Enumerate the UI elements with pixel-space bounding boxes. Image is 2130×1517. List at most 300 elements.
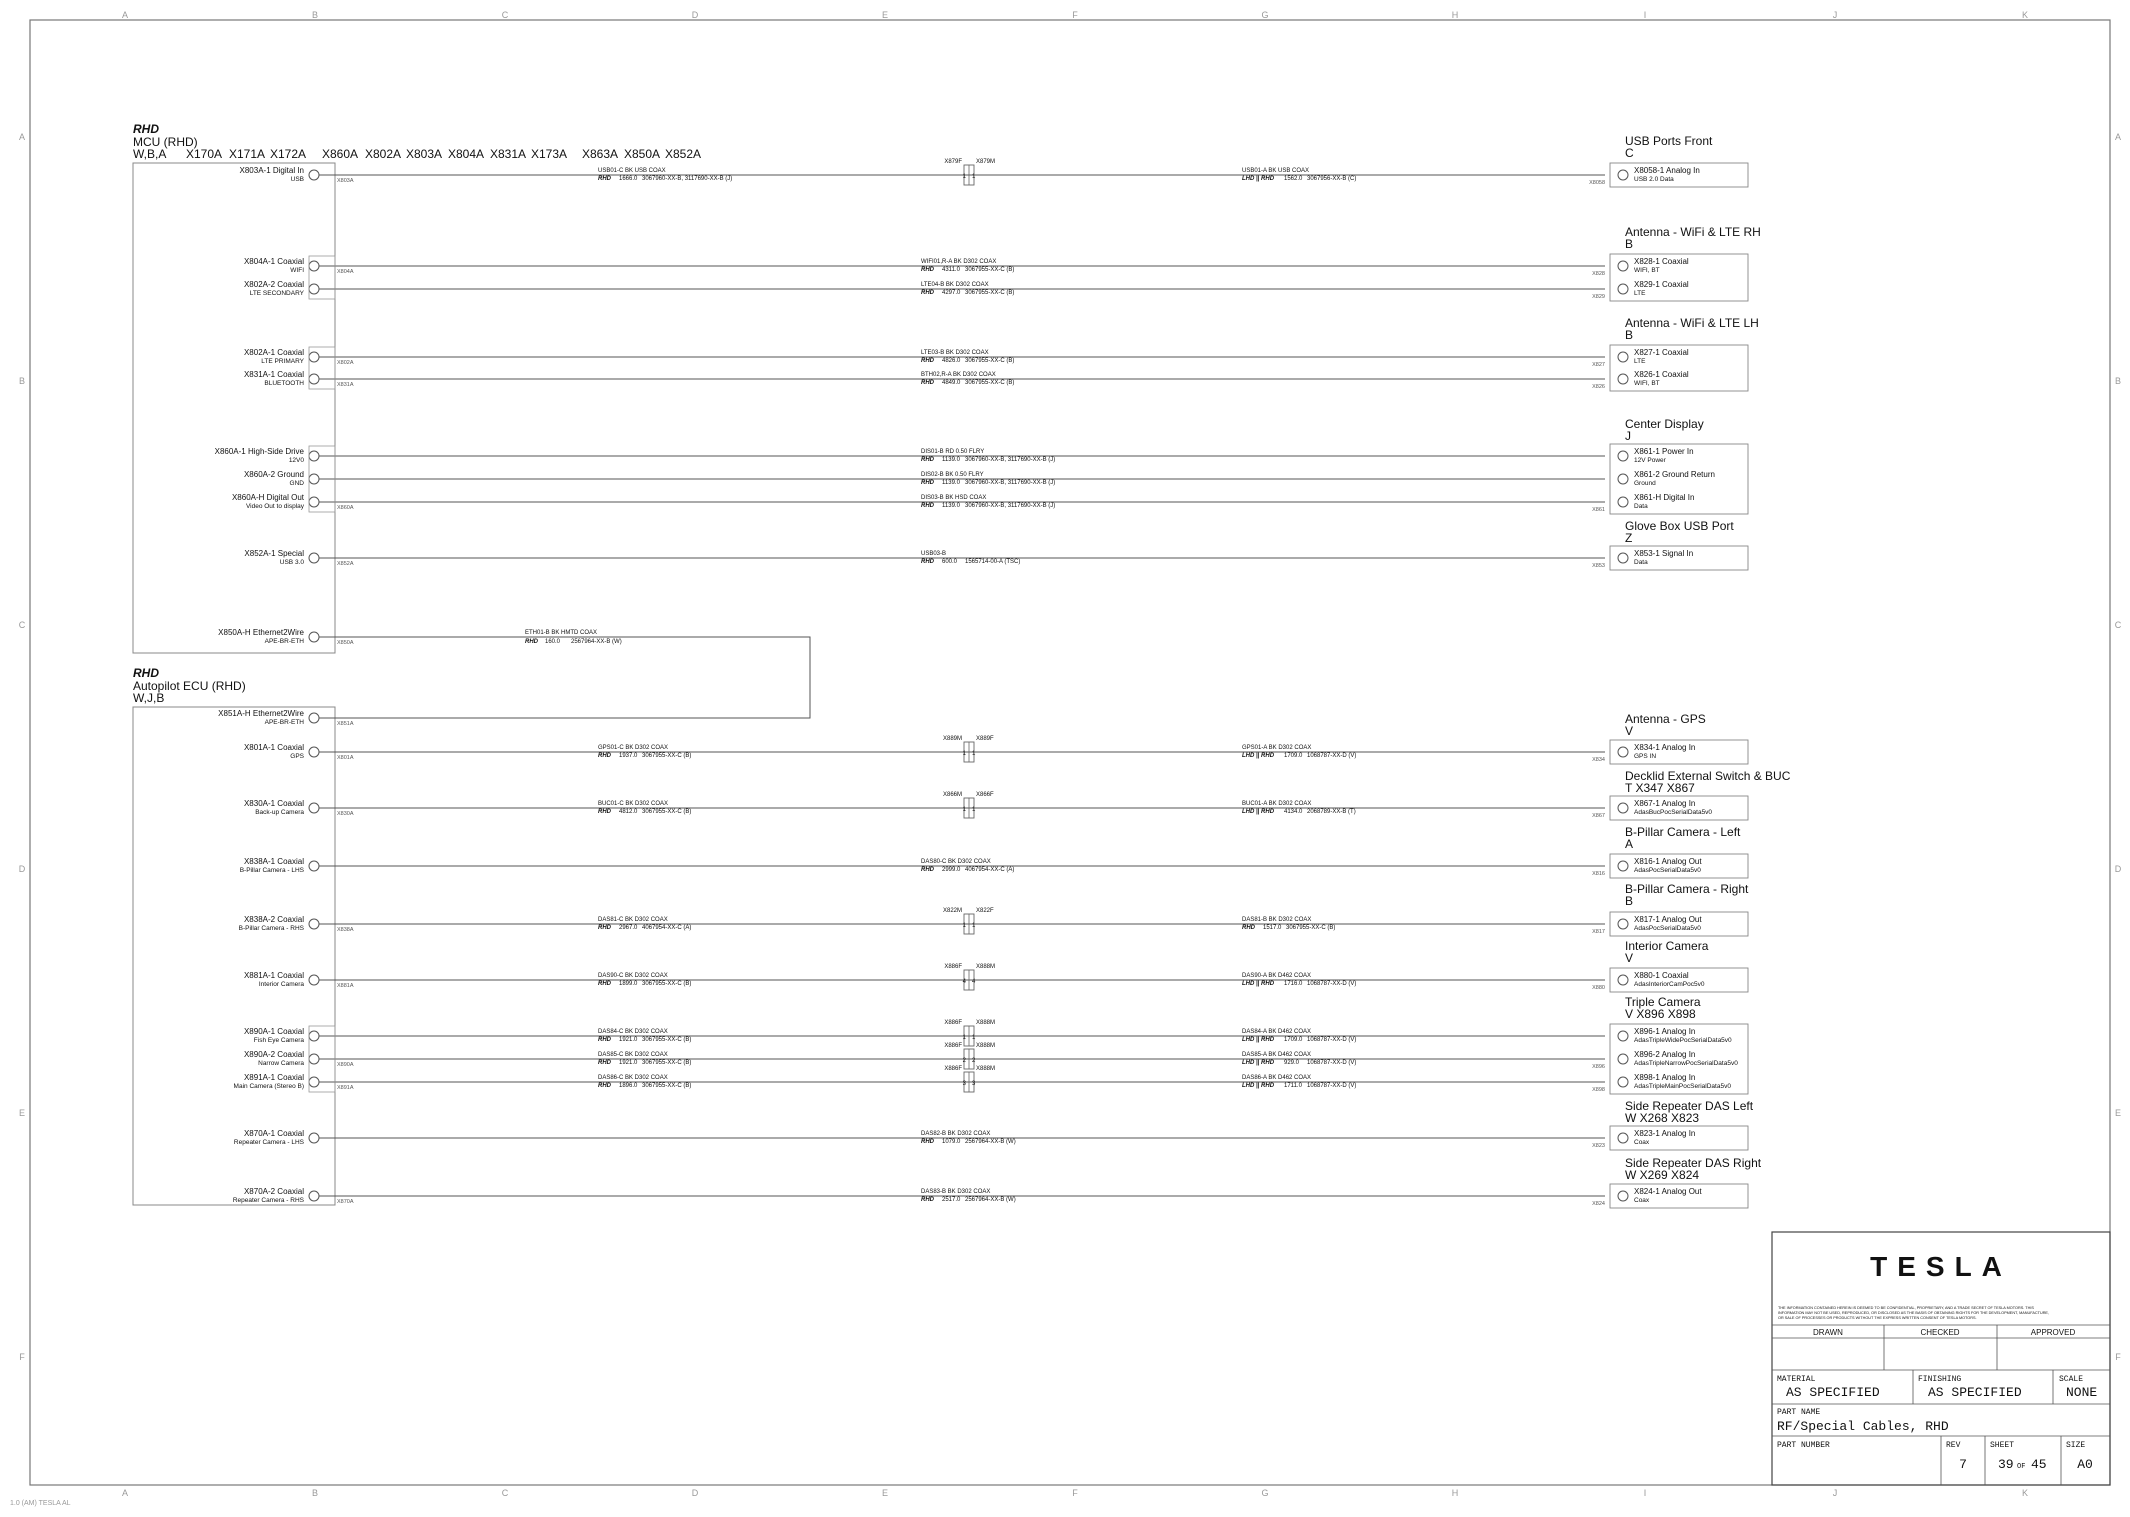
device-pin-label: X896-1 Analog In [1634,1027,1696,1036]
device-pin-function: Data [1634,503,1648,510]
device-title: Antenna - WiFi & LTE LH [1625,316,1759,330]
pin-function: GND [289,480,304,487]
device-connector-tag: X824 [1592,1201,1605,1207]
wire-segment-code: DAS82-B BK D302 COAX [921,1131,991,1137]
wire-part-number: 3067960-XX-B, 3117690-XX-B (J) [965,503,1056,509]
device-subtitle: T X347 X867 [1625,781,1695,795]
pin-label: X850A-H Ethernet2Wire [218,628,304,637]
wire-segment-code: GPS01-A BK D302 COAX [1242,745,1312,751]
device-connector-tag: X896 [1592,1064,1605,1070]
mcu-connector-label: X803A [406,147,443,161]
device-subtitle: B [1625,328,1634,342]
device-pin-function: LTE [1634,358,1646,365]
device-subtitle: V [1625,951,1634,965]
pin-connector-tag: X830A [337,811,354,817]
grid-col-label-top: G [1261,10,1269,20]
device-subtitle: W X269 X824 [1625,1168,1700,1182]
ethernet-wire-code: ETH01-B BK HMTD COAX [525,630,598,636]
pin-connector-tag: X870A [337,1199,354,1205]
rev-value: 7 [1959,1457,1967,1472]
sheet-footer: 1.0 (AM) TESLA AL [10,1500,71,1507]
pin-label: X804A-1 Coaxial [243,257,304,266]
ecu-box [133,707,335,1205]
wire-segment-code: DAS86-A BK D462 COAX [1242,1075,1312,1081]
device-connector-tag: X8058 [1589,180,1605,186]
device-title: Center Display [1625,417,1704,431]
wire-part-number: 3067955-XX-C (B) [642,1083,692,1089]
device-title: Side Repeater DAS Right [1625,1156,1762,1170]
device-connector-tag: X834 [1592,757,1605,763]
wire-variant: RHD [921,290,934,296]
pin-function: GPS [290,753,304,760]
pin-terminal-icon [309,747,319,757]
wire-length: 1709.0 [1284,1037,1303,1043]
grid-col-label-bottom: K [2021,1488,2029,1498]
device-pin-terminal-icon [1618,861,1628,871]
grid-col-label-top: A [121,10,129,20]
drawn-label: DRAWN [1813,1328,1843,1337]
wire-variant: LHD || RHD [1242,753,1275,759]
inline-connector-left-label: X822M [942,908,962,914]
mcu-connector-label: X860A [322,147,359,161]
wire-variant: RHD [921,867,934,873]
wire-part-number: 1565714-00-A (TSC) [965,559,1021,565]
pin-terminal-icon [309,1133,319,1143]
pin-terminal-icon [309,553,319,563]
part-number-label: PART NUMBER [1777,1441,1830,1450]
inline-pin-number: 2 [972,1058,976,1064]
grid-col-label-bottom: D [691,1488,699,1498]
device-connector-tag: X880 [1592,985,1605,991]
device-pin-terminal-icon [1618,1133,1628,1143]
grid-row-label-left: A [18,132,26,142]
pin-label: X891A-1 Coaxial [243,1073,304,1082]
wire-segment-code: DAS81-B BK D302 COAX [1242,917,1312,923]
pin-connector-tag: X851A [337,721,354,727]
mcu-connector-label: X171A [229,147,266,161]
tesla-logo: TESLA [1870,1251,2012,1282]
wire-length: 1937.0 [619,753,638,759]
mcu-subtitle: W,B,A [133,147,167,161]
grid-row-label-right: E [2114,1108,2122,1118]
pin-terminal-icon [309,1191,319,1201]
pin-function: BLUETOOTH [264,380,304,387]
pin-terminal-icon [309,1031,319,1041]
pin-label: X802A-1 Coaxial [243,348,304,357]
wire-length: 1896.0 [619,1083,638,1089]
wire-variant: RHD [598,176,611,182]
pin-connector-tag: X802A [337,360,354,366]
device-pin-terminal-icon [1618,1054,1628,1064]
wire-part-number: 4067954-XX-C (A) [965,867,1015,873]
wire-segment-code: DAS86-C BK D302 COAX [598,1075,668,1081]
device-pin-function: Ground [1634,480,1656,487]
grid-row-label-left: C [18,620,26,630]
device-pin-function: AdasTripleNarrowPocSerialData5v0 [1634,1060,1738,1067]
finishing-label: FINISHING [1918,1375,1962,1384]
wire-part-number: 3067955-XX-C (B) [642,1037,692,1043]
wire-segment-code: BUC01-A BK D302 COAX [1242,801,1312,807]
device-title: Interior Camera [1625,939,1709,953]
sheet-number: 39 [1998,1457,2014,1472]
material-label: MATERIAL [1777,1375,1816,1384]
wire-length: 1139.0 [942,480,960,486]
inline-connector-left-label: X886F [944,964,962,970]
wire-segment-code: USB01-C BK USB COAX [598,168,666,174]
device-subtitle: B [1625,237,1634,251]
device-pin-label: X898-1 Analog In [1634,1073,1696,1082]
device-pin-function: AdasTripleWidePocSerialData5v0 [1634,1037,1732,1044]
device-pin-function: Data [1634,559,1648,566]
grid-col-label-top: J [1832,10,1838,20]
mcu-connector-label: X850A [624,147,661,161]
device-pin-label: X8058-1 Analog In [1634,166,1700,175]
grid-col-label-top: F [1072,10,1078,20]
mcu-connector-label: X852A [665,147,702,161]
sheet-label: SHEET [1990,1441,2015,1450]
sheet-of-label: OF [2017,1463,2026,1471]
pin-connector-tag: X838A [337,927,354,933]
wire-segment-code: BTH02,R-A BK D302 COAX [921,372,996,378]
part-name-value: RF/Special Cables, RHD [1777,1419,1949,1434]
pin-connector-tag: X803A [337,178,354,184]
inline-connector-left-label: X879F [944,159,962,165]
ecu-rhd-tag: RHD [133,666,159,680]
mcu-connector-label: X170A [186,147,223,161]
pin-function: Fish Eye Camera [253,1037,304,1044]
wire-segment-code: DAS90-C BK D302 COAX [598,973,668,979]
wire-length: 1079.0 [942,1139,961,1145]
pin-label: X890A-2 Coaxial [243,1050,304,1059]
part-name-label: PART NAME [1777,1408,1821,1417]
wire-variant: RHD [598,1083,611,1089]
confidentiality-notice: THE INFORMATION CONTAINED HEREIN IS DEEMED TO BE CONFIDENTIAL, PROPRIETARY, AND A TRADE SECRET OF TESLA MOTORS. THIS [1778,1306,2034,1310]
pin-function: Repeater Camera - RHS [232,1197,304,1204]
wire-variant: RHD [921,480,934,486]
wire-variant: RHD [921,457,934,463]
scale-value: NONE [2066,1385,2098,1400]
wire-length: 4812.0 [619,809,638,815]
approved-label: APPROVED [2030,1328,2076,1337]
wire-segment-code: USB01-A BK USB COAX [1242,168,1310,174]
pin-function: Main Camera (Stereo B) [233,1083,304,1090]
wire-part-number: 1068787-XX-D (V) [1307,981,1357,987]
grid-row-label-right: D [2114,864,2122,874]
wire-length: 2999.0 [942,867,961,873]
pin-label: X890A-1 Coaxial [243,1027,304,1036]
ethernet-wire-length: 160.0 [545,639,561,645]
wire-variant: RHD [921,380,934,386]
device-pin-label: X861-1 Power In [1634,447,1694,456]
device-connector-tag: X823 [1592,1143,1605,1149]
wire-part-number: 3067955-XX-C (B) [965,380,1015,386]
pin-function: Video Out to display [245,503,304,510]
wire-length: 1899.0 [619,981,638,987]
grid-row-label-left: E [18,1108,26,1118]
device-subtitle: W X268 X823 [1625,1111,1700,1125]
grid-col-label-bottom: A [121,1488,129,1498]
pin-label: X838A-1 Coaxial [243,857,304,866]
device-pin-terminal-icon [1618,352,1628,362]
wire-length: 1562.0 [1284,176,1303,182]
pin-terminal-icon [309,861,319,871]
pin-label: X852A-1 Special [244,549,304,558]
device-pin-terminal-icon [1618,1191,1628,1201]
device-title: Antenna - WiFi & LTE RH [1625,225,1761,239]
wire-length: 4311.0 [942,267,960,273]
wire-length: 929.0 [1284,1060,1300,1066]
device-pin-terminal-icon [1618,747,1628,757]
device-connector-tag: X827 [1592,362,1605,368]
inline-connector-left-label: X886F [944,1020,962,1026]
pin-label: X860A-2 Ground [243,470,304,479]
size-value: A0 [2077,1457,2093,1472]
pin-connector-tag: X890A [337,1062,354,1068]
grid-col-label-top: E [881,10,889,20]
grid-col-label-top: B [311,10,319,20]
device-title: B-Pillar Camera - Left [1625,825,1741,839]
pin-terminal-icon [309,261,319,271]
wire-variant: RHD [921,1197,934,1203]
pin-label: X802A-2 Coaxial [243,280,304,289]
wire-variant: LHD || RHD [1242,809,1275,815]
pin-label: X830A-1 Coaxial [243,799,304,808]
pin-function: LTE SECONDARY [249,290,304,297]
device-connector-tag: X829 [1592,294,1605,300]
inline-pin-number: 1 [962,1035,966,1041]
device-title: Triple Camera [1625,995,1701,1009]
pin-terminal-icon [309,451,319,461]
inline-pin-number: 1 [972,751,976,757]
device-pin-terminal-icon [1618,474,1628,484]
mcu-rhd-tag: RHD [133,122,159,136]
wire-variant: LHD || RHD [1242,981,1275,987]
pin-label: X860A-H Digital Out [231,493,304,502]
device-pin-label: X824-1 Analog Out [1634,1187,1702,1196]
wire-length: 1716.0 [1284,981,1303,987]
wire-part-number: 3067955-XX-C (B) [965,290,1015,296]
wire-part-number: 3067960-XX-B, 3117690-XX-B (J) [642,176,733,182]
pin-connector-tag: X852A [337,561,354,567]
pin-terminal-icon [309,474,319,484]
pin-function: Repeater Camera - LHS [233,1139,304,1146]
grid-col-label-bottom: I [1643,1488,1647,1498]
inline-pin-number: 4 [972,979,976,985]
wire-part-number: 3067955-XX-C (B) [642,753,692,759]
pin-label: X881A-1 Coaxial [243,971,304,980]
ecu-title: Autopilot ECU (RHD) [133,679,246,693]
wire-length: 1139.0 [942,503,960,509]
device-connector-tag: X861 [1592,507,1605,513]
mcu-title: MCU (RHD) [133,135,198,149]
pin-function: WIFI [290,267,304,274]
device-pin-terminal-icon [1618,170,1628,180]
device-pin-label: X861-H Digital In [1634,493,1695,502]
wire-variant: LHD || RHD [1242,1037,1275,1043]
inline-connector-left-label: X886F [944,1066,962,1072]
inline-pin-number: 3 [972,1081,976,1087]
wire-part-number: 3067955-XX-C (B) [1286,925,1336,931]
device-subtitle: J [1625,429,1631,443]
pin-function: Interior Camera [258,981,304,988]
wire-part-number: 3067955-XX-C (B) [642,809,692,815]
ethernet-wire-variant: RHD [525,639,538,645]
wire-variant: LHD || RHD [1242,1060,1275,1066]
wire-part-number: 1068787-XX-D (V) [1307,1083,1357,1089]
device-connector-tag: X853 [1592,563,1605,569]
device-title: USB Ports Front [1625,134,1713,148]
pin-terminal-icon [309,374,319,384]
inline-pin-number: 2 [962,1058,966,1064]
pin-function: 12V0 [288,457,304,464]
pin-function: APE-BR-ETH [264,638,304,645]
device-pin-terminal-icon [1618,284,1628,294]
pin-terminal-icon [309,1054,319,1064]
grid-col-label-top: D [691,10,699,20]
device-pin-label: X817-1 Analog Out [1634,915,1702,924]
device-pin-terminal-icon [1618,1031,1628,1041]
device-subtitle: C [1625,146,1634,160]
wire-segment-code: USB03-B [921,551,947,557]
device-pin-terminal-icon [1618,919,1628,929]
grid-col-label-bottom: E [881,1488,889,1498]
pin-label: X838A-2 Coaxial [243,915,304,924]
device-pin-label: X880-1 Coaxial [1634,971,1689,980]
wire-length: 4849.0 [942,380,961,386]
wire-length: 1921.0 [619,1037,638,1043]
wire-segment-code: GPS01-C BK D302 COAX [598,745,669,751]
pin-label: X801A-1 Coaxial [243,743,304,752]
device-pin-function: AdasPocSerialData5v0 [1634,867,1701,874]
mcu-connector-label: X802A [365,147,402,161]
grid-col-label-bottom: C [501,1488,509,1498]
wire-segment-code: DIS01-B RD 0.50 FLRY [921,449,985,455]
device-title: Decklid External Switch & BUC [1625,769,1791,783]
device-connector-tag: X898 [1592,1087,1605,1093]
wire-variant: RHD [598,809,611,815]
wire-segment-code: WIFI01,R-A BK D302 COAX [921,259,997,265]
pin-connector-tag: X881A [337,983,354,989]
device-connector-tag: X826 [1592,384,1605,390]
pin-terminal-icon [309,975,319,985]
pin-terminal-icon [309,632,319,642]
device-pin-function: AdasInteriorCamPoc5v0 [1634,981,1705,988]
confidentiality-notice: INFORMATION MAY NOT BE USED, REPRODUCED, OR DISCLOSED AS THE BASIS OF OBTAINING RIGHTS FOR THE DEVELOPMENT, MANUFACTURE, [1778,1311,2050,1315]
scale-label: SCALE [2059,1375,2084,1384]
wire-variant: RHD [1242,925,1255,931]
wire-length: 4826.0 [942,358,961,364]
mcu-connector-label: X804A [448,147,485,161]
ecu-subtitle: W,J,B [133,691,165,705]
wire-variant: RHD [921,358,934,364]
wire-variant: LHD || RHD [1242,176,1275,182]
ethernet-wire-part: 2567964-XX-B (W) [571,639,622,645]
device-pin-label: X853-1 Signal In [1634,549,1694,558]
wire-length: 2967.0 [619,925,638,931]
device-pin-label: X861-2 Ground Return [1634,470,1715,479]
wire-variant: RHD [598,981,611,987]
wire-part-number: 3067955-XX-C (B) [965,267,1015,273]
grid-row-label-right: A [2114,132,2122,142]
pin-terminal-icon [309,352,319,362]
device-pin-function: AdasPocSerialData5v0 [1634,925,1701,932]
grid-col-label-bottom: F [1072,1488,1078,1498]
device-pin-label: X867-1 Analog In [1634,799,1696,808]
wire-segment-code: DAS81-C BK D302 COAX [598,917,668,923]
device-pin-function: 12V Power [1634,457,1666,464]
wire-segment-code: DAS80-C BK D302 COAX [921,859,991,865]
device-pin-label: X829-1 Coaxial [1634,280,1689,289]
device-connector-tag: X867 [1592,813,1605,819]
wire-variant: RHD [921,1139,934,1145]
device-pin-function: GPS IN [1634,753,1657,760]
inline-connector-right-label: X888M [976,1066,996,1072]
device-pin-function: LTE [1634,290,1646,297]
device-title: Side Repeater DAS Left [1625,1099,1754,1113]
material-value: AS SPECIFIED [1786,1385,1880,1400]
wire-length: 1921.0 [619,1060,638,1066]
wire-part-number: 4067954-XX-C (A) [642,925,692,931]
wire-variant: RHD [921,559,934,565]
device-connector-tag: X828 [1592,271,1605,277]
pin-terminal-icon [309,803,319,813]
grid-col-label-bottom: G [1261,1488,1269,1498]
pin-terminal-icon [309,919,319,929]
grid-col-label-top: H [1451,10,1459,20]
inline-connector-left-label: X886F [944,1043,962,1049]
inline-pin-number: 1 [962,923,966,929]
wire-segment-code: DAS84-C BK D302 COAX [598,1029,668,1035]
pin-connector-tag: X804A [337,269,354,275]
inline-connector-right-label: X866F [976,792,994,798]
mcu-connector-label: X173A [531,147,568,161]
pin-function: Narrow Camera [258,1060,304,1067]
wire-segment-code: DAS84-A BK D462 COAX [1242,1029,1312,1035]
device-pin-label: X834-1 Analog In [1634,743,1696,752]
grid-col-label-bottom: J [1832,1488,1838,1498]
device-pin-function: AdasTripleMainPocSerialData5v0 [1634,1083,1731,1090]
inline-pin-number: 1 [962,174,966,180]
pin-connector-tag: X801A [337,755,354,761]
device-connector-tag: X816 [1592,871,1605,877]
device-pin-label: X827-1 Coaxial [1634,348,1689,357]
device-title: B-Pillar Camera - Right [1625,882,1749,896]
mcu-connector-label: X172A [270,147,307,161]
wire-segment-code: DIS03-B BK HSD COAX [921,495,987,501]
pin-function: B-Pillar Camera - RHS [238,925,304,932]
mcu-connector-label: X831A [490,147,527,161]
wire-part-number: 3067960-XX-B, 3117690-XX-B (J) [965,457,1056,463]
wire-part-number: 3067955-XX-C (B) [965,358,1015,364]
rev-label: REV [1946,1441,1961,1450]
grid-row-label-right: F [2115,1352,2121,1362]
wire-part-number: 1068787-XX-D (V) [1307,753,1357,759]
mcu-connector-label: X863A [582,147,619,161]
wire-part-number: 1068787-XX-D (V) [1307,1037,1357,1043]
inline-pin-number: 1 [962,751,966,757]
inline-connector-right-label: X822F [976,908,994,914]
inline-connector-left-label: X866M [942,792,962,798]
ethernet-link [319,637,810,718]
size-label: SIZE [2066,1441,2086,1450]
device-connector-tag: X817 [1592,929,1605,935]
inline-connector-right-label: X888M [976,1043,996,1049]
inline-pin-number: 4 [962,979,966,985]
grid-row-label-right: C [2114,620,2122,630]
pin-label: X851A-H Ethernet2Wire [218,709,304,718]
device-pin-function: Coax [1634,1139,1650,1146]
wire-part-number: 1068787-XX-D (V) [1307,1060,1357,1066]
